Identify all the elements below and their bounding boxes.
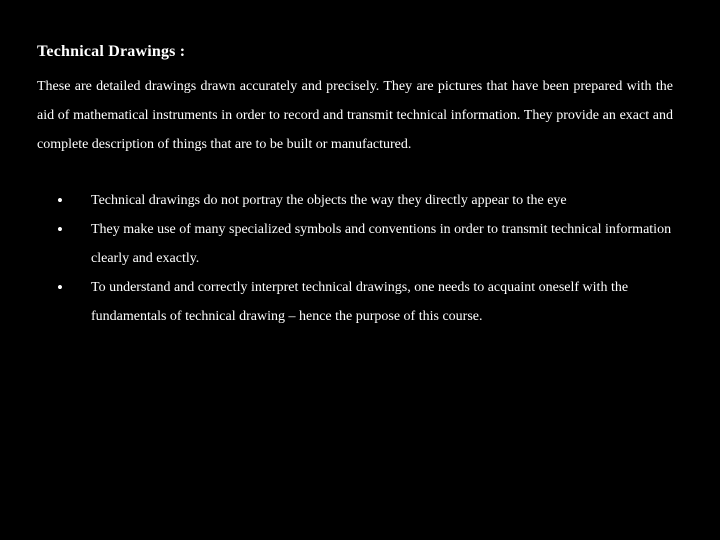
bullet-item — [57, 273, 673, 331]
bullet-icon: • — [57, 220, 63, 239]
bullet-text: They make use of many specialized symbols and conventions in order to transmit technical information clearly and exactly. — [91, 222, 672, 266]
intro-paragraph: These are detailed drawings drawn accurately and precisely. They are pictures that have been prepared with the aid of mathematical instruments in order to record and transmit technical information. They provide an exact and complete description of things that are to be built or manufactured. — [37, 79, 673, 152]
bullet-text: Technical drawings do not portray the objects the way they directly appear to the eye — [91, 193, 567, 208]
bullet-list — [57, 186, 673, 331]
bullet-icon: • — [57, 191, 63, 210]
bullet-item — [57, 215, 673, 273]
bullet-text: To understand and correctly interpret technical drawings, one needs to acquaint oneself with the fundamentals of technical drawing – hence the purpose of this course. — [91, 280, 629, 324]
bullet-item — [57, 186, 673, 215]
slide-title: Technical Drawings : — [37, 43, 186, 60]
bullet-icon: • — [57, 278, 63, 297]
